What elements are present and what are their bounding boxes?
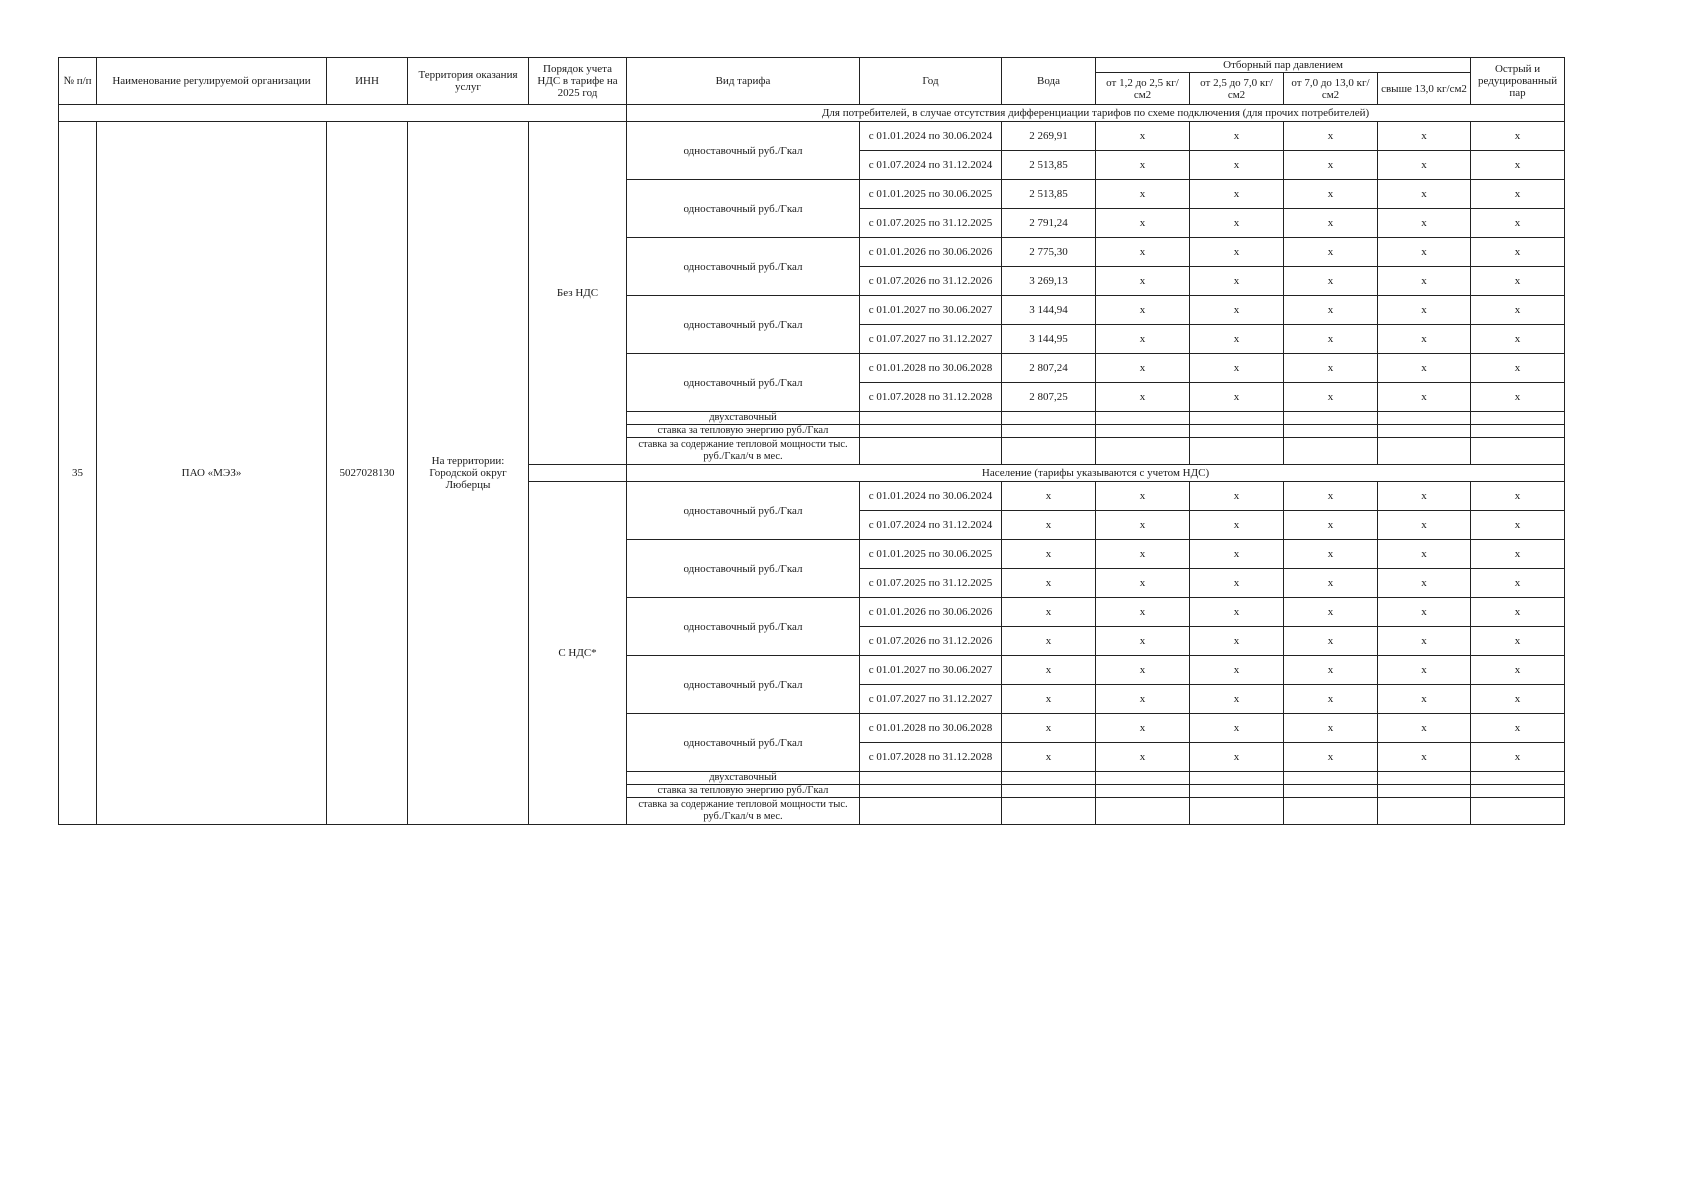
header-sharp-steam: Острый и редуцированный пар [1471, 58, 1565, 105]
steam-value: x [1190, 569, 1284, 598]
steam-value: x [1190, 180, 1284, 209]
steam-value: x [1284, 511, 1378, 540]
empty-cell [860, 425, 1002, 438]
steam-value: x [1471, 540, 1565, 569]
water-value: x [1002, 598, 1096, 627]
steam-value: x [1096, 482, 1190, 511]
steam-value: x [1378, 482, 1471, 511]
steam-value: x [1471, 511, 1565, 540]
steam-value: x [1284, 743, 1378, 772]
empty-cell [1190, 438, 1284, 465]
steam-value: x [1378, 714, 1471, 743]
steam-value: x [1096, 598, 1190, 627]
section-title-others: Для потребителей, в случае отсутствия дифференциации тарифов по схеме подключения (для прочих потребителей) [627, 105, 1565, 122]
steam-value: x [1471, 180, 1565, 209]
period-cell: с 01.01.2028 по 30.06.2028 [860, 714, 1002, 743]
steam-value: x [1096, 325, 1190, 354]
empty-cell [1471, 772, 1565, 785]
empty-cell [860, 772, 1002, 785]
steam-value: x [1190, 383, 1284, 412]
header-water: Вода [1002, 58, 1096, 105]
steam-value: x [1284, 685, 1378, 714]
steam-value: x [1378, 743, 1471, 772]
water-value: x [1002, 511, 1096, 540]
tariff-type-one-part: одноставочный руб./Гкал [627, 714, 860, 772]
period-cell: с 01.07.2026 по 31.12.2026 [860, 267, 1002, 296]
section-spacer [529, 465, 627, 482]
steam-value: x [1471, 296, 1565, 325]
period-cell: с 01.07.2026 по 31.12.2026 [860, 627, 1002, 656]
empty-cell [1002, 412, 1096, 425]
tariff-type-one-part: одноставочный руб./Гкал [627, 540, 860, 598]
steam-value: x [1096, 714, 1190, 743]
two-part-capacity: ставка за содержание тепловой мощности тыс. руб./Гкал/ч в мес. [627, 798, 860, 825]
header-org: Наименование регулируемой организации [97, 58, 327, 105]
steam-value: x [1284, 325, 1378, 354]
two-part-label: двухставочный [627, 772, 860, 785]
steam-value: x [1471, 714, 1565, 743]
empty-cell [1190, 412, 1284, 425]
water-value: x [1002, 482, 1096, 511]
tariff-type-one-part: одноставочный руб./Гкал [627, 180, 860, 238]
steam-value: x [1284, 569, 1378, 598]
period-cell: с 01.01.2028 по 30.06.2028 [860, 354, 1002, 383]
steam-value: x [1471, 598, 1565, 627]
period-cell: с 01.07.2025 по 31.12.2025 [860, 569, 1002, 598]
steam-value: x [1284, 627, 1378, 656]
tariff-type-one-part: одноставочный руб./Гкал [627, 354, 860, 412]
empty-cell [1284, 772, 1378, 785]
steam-value: x [1190, 743, 1284, 772]
steam-value: x [1284, 714, 1378, 743]
steam-value: x [1096, 151, 1190, 180]
period-cell: с 01.07.2027 по 31.12.2027 [860, 685, 1002, 714]
steam-value: x [1190, 122, 1284, 151]
steam-value: x [1190, 656, 1284, 685]
period-cell: с 01.07.2024 по 31.12.2024 [860, 151, 1002, 180]
steam-value: x [1378, 569, 1471, 598]
steam-value: x [1190, 267, 1284, 296]
empty-cell [1002, 785, 1096, 798]
empty-cell [860, 412, 1002, 425]
steam-value: x [1284, 238, 1378, 267]
steam-value: x [1284, 267, 1378, 296]
empty-cell [1378, 425, 1471, 438]
empty-cell [1471, 785, 1565, 798]
steam-value: x [1378, 325, 1471, 354]
steam-value: x [1471, 122, 1565, 151]
steam-value: x [1378, 598, 1471, 627]
water-value: x [1002, 569, 1096, 598]
steam-value: x [1284, 656, 1378, 685]
period-cell: с 01.01.2025 по 30.06.2025 [860, 180, 1002, 209]
steam-value: x [1190, 714, 1284, 743]
water-value: 2 775,30 [1002, 238, 1096, 267]
header-inn: ИНН [327, 58, 408, 105]
tariff-type-one-part: одноставочный руб./Гкал [627, 656, 860, 714]
tariff-table [58, 57, 1565, 825]
water-value: x [1002, 656, 1096, 685]
steam-value: x [1284, 383, 1378, 412]
header-steam-group: Отборный пар давлением [1096, 58, 1471, 73]
period-cell: с 01.01.2024 по 30.06.2024 [860, 482, 1002, 511]
steam-value: x [1471, 354, 1565, 383]
period-cell: с 01.01.2024 по 30.06.2024 [860, 122, 1002, 151]
empty-cell [1471, 425, 1565, 438]
water-value: 2 791,24 [1002, 209, 1096, 238]
empty-cell [1284, 425, 1378, 438]
steam-value: x [1284, 296, 1378, 325]
steam-value: x [1471, 685, 1565, 714]
steam-value: x [1378, 238, 1471, 267]
water-value: x [1002, 540, 1096, 569]
period-cell: с 01.07.2024 по 31.12.2024 [860, 511, 1002, 540]
period-cell: с 01.07.2027 по 31.12.2027 [860, 325, 1002, 354]
empty-cell [1378, 785, 1471, 798]
steam-value: x [1190, 151, 1284, 180]
steam-value: x [1471, 743, 1565, 772]
tariff-type-one-part: одноставочный руб./Гкал [627, 598, 860, 656]
steam-value: x [1378, 296, 1471, 325]
vat-order-cell: С НДС* [529, 482, 627, 825]
empty-cell [1096, 438, 1190, 465]
empty-cell [1284, 438, 1378, 465]
empty-cell [1190, 772, 1284, 785]
vat-order-cell: Без НДС [529, 122, 627, 465]
steam-value: x [1471, 627, 1565, 656]
steam-value: x [1096, 354, 1190, 383]
two-part-capacity: ставка за содержание тепловой мощности тыс. руб./Гкал/ч в мес. [627, 438, 860, 465]
org-territory: На территории: Городской округ Люберцы [408, 122, 529, 825]
steam-value: x [1190, 238, 1284, 267]
empty-cell [1284, 412, 1378, 425]
org-name: ПАО «МЭЗ» [97, 122, 327, 825]
steam-value: x [1190, 296, 1284, 325]
steam-value: x [1096, 627, 1190, 656]
empty-cell [1284, 798, 1378, 825]
water-value: 2 807,24 [1002, 354, 1096, 383]
empty-cell [1096, 412, 1190, 425]
steam-value: x [1378, 354, 1471, 383]
steam-value: x [1190, 627, 1284, 656]
empty-cell [860, 798, 1002, 825]
steam-value: x [1096, 122, 1190, 151]
empty-cell [1096, 772, 1190, 785]
steam-value: x [1096, 685, 1190, 714]
steam-value: x [1096, 540, 1190, 569]
org-inn: 5027028130 [327, 122, 408, 825]
water-value: 3 269,13 [1002, 267, 1096, 296]
empty-cell [860, 438, 1002, 465]
empty-cell [1378, 438, 1471, 465]
steam-value: x [1190, 540, 1284, 569]
water-value: x [1002, 627, 1096, 656]
period-cell: с 01.07.2025 по 31.12.2025 [860, 209, 1002, 238]
steam-value: x [1378, 122, 1471, 151]
tariff-type-one-part: одноставочный руб./Гкал [627, 482, 860, 540]
steam-value: x [1096, 209, 1190, 238]
steam-value: x [1284, 598, 1378, 627]
steam-value: x [1096, 267, 1190, 296]
steam-value: x [1378, 656, 1471, 685]
steam-value: x [1378, 267, 1471, 296]
steam-value: x [1471, 238, 1565, 267]
header-tariff-type: Вид тарифа [627, 58, 860, 105]
steam-value: x [1378, 180, 1471, 209]
header-vat-order: Порядок учета НДС в тарифе на 2025 год [529, 58, 627, 105]
empty-cell [1190, 425, 1284, 438]
steam-value: x [1284, 180, 1378, 209]
steam-value: x [1471, 151, 1565, 180]
empty-cell [1002, 798, 1096, 825]
empty-cell [1096, 798, 1190, 825]
steam-value: x [1284, 540, 1378, 569]
steam-value: x [1471, 482, 1565, 511]
water-value: 3 144,95 [1002, 325, 1096, 354]
two-part-energy: ставка за тепловую энергию руб./Гкал [627, 785, 860, 798]
empty-cell [1471, 412, 1565, 425]
period-cell: с 01.01.2027 по 30.06.2027 [860, 296, 1002, 325]
steam-value: x [1284, 122, 1378, 151]
steam-value: x [1284, 209, 1378, 238]
water-value: 2 807,25 [1002, 383, 1096, 412]
section-title-population: Население (тарифы указываются с учетом НДС) [627, 465, 1565, 482]
empty-cell [1284, 785, 1378, 798]
tariff-type-one-part: одноставочный руб./Гкал [627, 122, 860, 180]
empty-cell [1471, 798, 1565, 825]
steam-value: x [1378, 511, 1471, 540]
steam-value: x [1471, 656, 1565, 685]
steam-value: x [1096, 569, 1190, 598]
tariff-type-one-part: одноставочный руб./Гкал [627, 238, 860, 296]
header-num: № п/п [59, 58, 97, 105]
water-value: 2 513,85 [1002, 151, 1096, 180]
period-cell: с 01.01.2026 по 30.06.2026 [860, 238, 1002, 267]
steam-value: x [1378, 151, 1471, 180]
steam-value: x [1284, 482, 1378, 511]
water-value: x [1002, 743, 1096, 772]
empty-cell [1190, 785, 1284, 798]
header-territory: Территория оказания услуг [408, 58, 529, 105]
steam-value: x [1190, 511, 1284, 540]
empty-cell [1096, 425, 1190, 438]
org-num: 35 [59, 122, 97, 825]
steam-value: x [1471, 325, 1565, 354]
steam-value: x [1471, 569, 1565, 598]
empty-cell [1096, 785, 1190, 798]
steam-value: x [1096, 383, 1190, 412]
water-value: 3 144,94 [1002, 296, 1096, 325]
steam-value: x [1471, 209, 1565, 238]
steam-value: x [1378, 383, 1471, 412]
empty-cell [1002, 425, 1096, 438]
header-year: Год [860, 58, 1002, 105]
water-value: x [1002, 685, 1096, 714]
header-steam-col: от 1,2 до 2,5 кг/см2 [1096, 73, 1190, 105]
period-cell: с 01.01.2027 по 30.06.2027 [860, 656, 1002, 685]
empty-cell [1378, 412, 1471, 425]
steam-value: x [1284, 151, 1378, 180]
steam-value: x [1096, 511, 1190, 540]
empty-cell [1471, 438, 1565, 465]
steam-value: x [1378, 627, 1471, 656]
water-value: 2 269,91 [1002, 122, 1096, 151]
steam-value: x [1378, 540, 1471, 569]
empty-cell [1002, 772, 1096, 785]
empty-cell [1378, 772, 1471, 785]
steam-value: x [1096, 743, 1190, 772]
steam-value: x [1471, 267, 1565, 296]
steam-value: x [1284, 354, 1378, 383]
section-spacer [59, 105, 627, 122]
period-cell: с 01.07.2028 по 31.12.2028 [860, 743, 1002, 772]
water-value: 2 513,85 [1002, 180, 1096, 209]
period-cell: с 01.01.2025 по 30.06.2025 [860, 540, 1002, 569]
empty-cell [1378, 798, 1471, 825]
steam-value: x [1190, 354, 1284, 383]
steam-value: x [1096, 296, 1190, 325]
water-value: x [1002, 714, 1096, 743]
two-part-energy: ставка за тепловую энергию руб./Гкал [627, 425, 860, 438]
steam-value: x [1378, 209, 1471, 238]
steam-value: x [1190, 482, 1284, 511]
steam-value: x [1190, 209, 1284, 238]
steam-value: x [1378, 685, 1471, 714]
header-steam-col: свыше 13,0 кг/см2 [1378, 73, 1471, 105]
steam-value: x [1190, 598, 1284, 627]
steam-value: x [1096, 238, 1190, 267]
steam-value: x [1190, 685, 1284, 714]
steam-value: x [1096, 180, 1190, 209]
period-cell: с 01.01.2026 по 30.06.2026 [860, 598, 1002, 627]
steam-value: x [1096, 656, 1190, 685]
empty-cell [860, 785, 1002, 798]
period-cell: с 01.07.2028 по 31.12.2028 [860, 383, 1002, 412]
steam-value: x [1471, 383, 1565, 412]
header-steam-col: от 2,5 до 7,0 кг/см2 [1190, 73, 1284, 105]
steam-value: x [1190, 325, 1284, 354]
tariff-type-one-part: одноставочный руб./Гкал [627, 296, 860, 354]
header-steam-col: от 7,0 до 13,0 кг/см2 [1284, 73, 1378, 105]
two-part-label: двухставочный [627, 412, 860, 425]
empty-cell [1190, 798, 1284, 825]
empty-cell [1002, 438, 1096, 465]
